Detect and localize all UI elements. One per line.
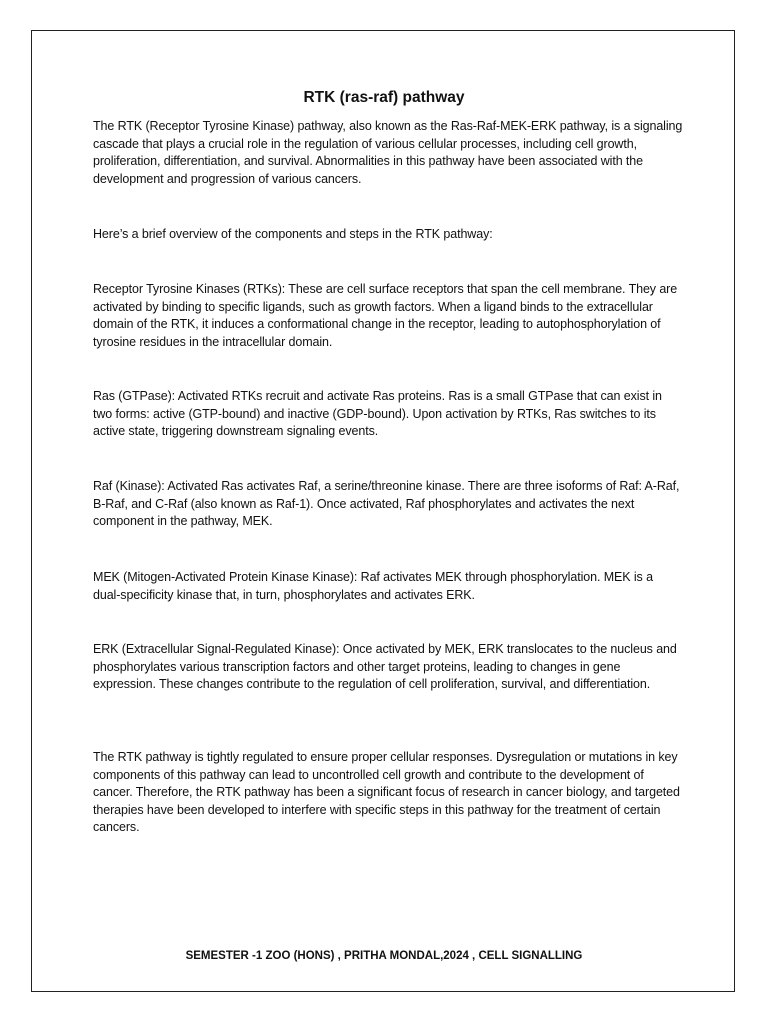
paragraph-rtks: Receptor Tyrosine Kinases (RTKs): These are cell surface receptors that span the cell membrane. They are activated by binding to specific ligands, such as growth factors. When a ligand binds to the extracellular domain of the RTK, it induces a conformational change in the receptor, leading to autophosphorylation of tyrosine residues in the intracellular domain. <box>93 282 678 349</box>
paragraph-overview: Here’s a brief overview of the components and steps in the RTK pathway: <box>93 227 493 241</box>
paragraph-intro: The RTK (Receptor Tyrosine Kinase) pathway, also known as the Ras-Raf-MEK-ERK pathway, is a signaling cascade that plays a crucial role in the regulation of various cellular processes, including cell growth, proliferation, differentiation, and survival. Abnormalities in this pathway have been associated with the development and progression of various cancers. <box>93 119 683 186</box>
document-title: RTK (ras-raf) pathway <box>303 89 465 106</box>
paragraph-mek: MEK (Mitogen-Activated Protein Kinase Kinase): Raf activates MEK through phosphorylation. MEK is a dual-specificity kinase that, in turn, phosphorylates and activates ERK. <box>93 570 653 602</box>
paragraph-conclusion: The RTK pathway is tightly regulated to ensure proper cellular responses. Dysregulation or mutations in key components of this pathway can lead to uncontrolled cell growth and contribute to the development of cancer. Therefore, the RTK pathway has been a significant focus of research in cancer biology, and targeted therapies have been developed to interfere with specific steps in this pathway for the treatment of certain cancers. <box>93 750 680 835</box>
paragraph-erk: ERK (Extracellular Signal-Regulated Kinase): Once activated by MEK, ERK translocates to the nucleus and phosphorylates various transcription factors and other target proteins, leading to changes in gene expression. These changes contribute to the regulation of cell proliferation, survival, and differentiation. <box>93 642 677 692</box>
paragraph-ras: Ras (GTPase): Activated RTKs recruit and activate Ras proteins. Ras is a small GTPase that can exist in two forms: active (GTP-bound) and inactive (GDP-bound). Upon activation by RTKs, Ras switches to its active state, triggering downstream signaling events. <box>93 389 662 439</box>
paragraph-raf: Raf (Kinase): Activated Ras activates Raf, a serine/threonine kinase. There are three isoforms of Raf: A-Raf, B-Raf, and C-Raf (also known as Raf-1). Once activated, Raf phosphorylates and activates the next component in the pathway, MEK. <box>93 479 680 529</box>
page-footer: SEMESTER -1 ZOO (HONS) , PRITHA MONDAL,2024 , CELL SIGNALLING <box>185 950 583 962</box>
